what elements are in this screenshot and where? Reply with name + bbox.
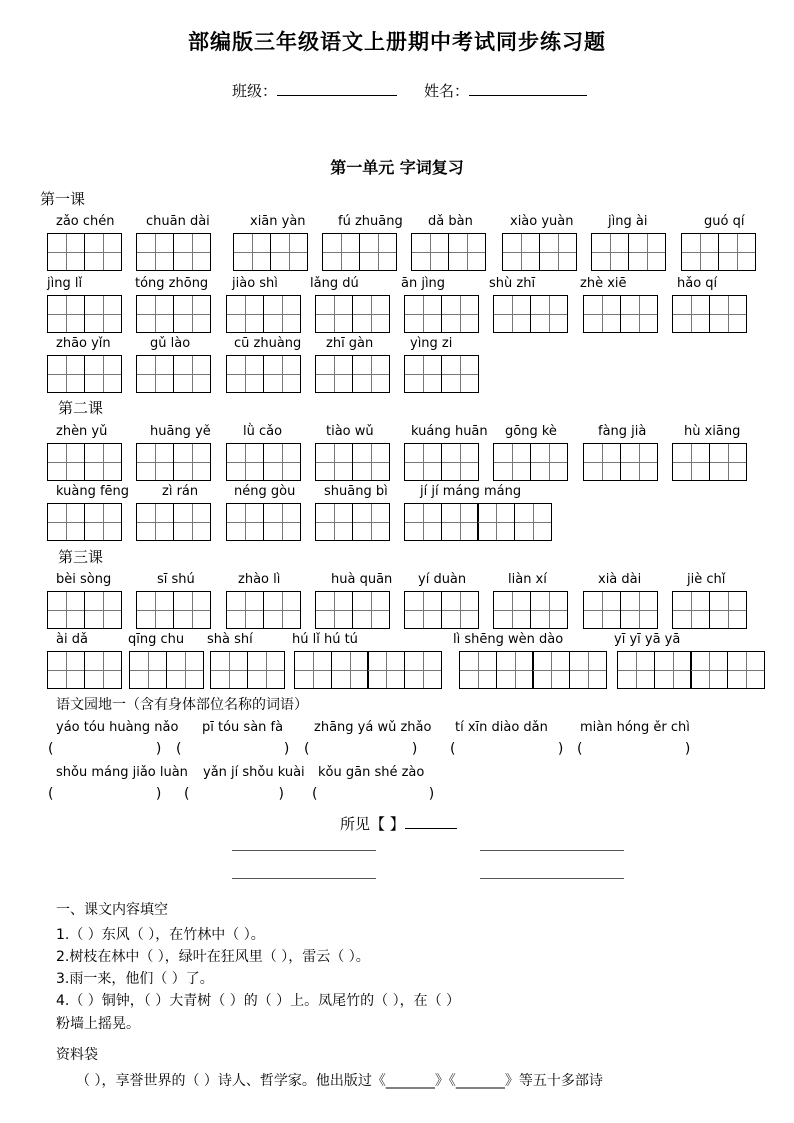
pinyin: lǜ cǎo (243, 424, 283, 439)
char-grid[interactable] (136, 355, 209, 393)
pinyin: yǎn jí shǒu kuài (203, 765, 305, 780)
pinyin: bèi sòng (56, 572, 112, 587)
char-grid[interactable] (47, 443, 120, 481)
unit-title: 第一单元 字词复习 (330, 158, 464, 177)
char-grid[interactable] (233, 233, 306, 271)
pinyin: fú zhuāng (338, 214, 403, 229)
question-2[interactable]: 2.树枝在林中（ ），绿叶在狂风里（ ），雷云（ ）。 (56, 949, 370, 965)
garden-heading: 语文园地一（含有身体部位名称的词语） (56, 697, 308, 713)
char-grid[interactable] (404, 503, 550, 541)
answer-paren[interactable]: ( ) (312, 786, 435, 802)
answer-paren[interactable]: ( ) (450, 741, 564, 757)
pinyin: zhī gàn (326, 336, 374, 351)
poem-line[interactable] (480, 878, 624, 879)
char-grid[interactable] (493, 295, 566, 333)
char-grid[interactable] (210, 651, 283, 689)
name-field[interactable] (424, 80, 587, 101)
material-text[interactable]: （ ），享誉世界的（ ）诗人、哲学家。他出版过《_______》《_______》等五十多部诗 (76, 1073, 603, 1089)
char-grid[interactable] (502, 233, 575, 271)
pinyin: shuāng bì (324, 484, 388, 499)
pinyin: jìng lǐ (47, 276, 83, 291)
material-heading: 资料袋 (56, 1047, 98, 1063)
answer-paren[interactable]: ( ) (48, 741, 162, 757)
char-grid[interactable] (47, 355, 120, 393)
pinyin: zhāng yá wǔ zhǎo (314, 720, 432, 735)
section-heading: 一、课文内容填空 (56, 902, 168, 918)
char-grid[interactable] (672, 443, 745, 481)
pinyin: yī yī yā yā (614, 632, 681, 647)
poem-label: 所见【 】 (340, 815, 405, 833)
char-grid[interactable] (411, 233, 484, 271)
pinyin: qīng chu (128, 632, 185, 647)
pinyin: jiè chǐ (687, 572, 726, 587)
pinyin: liàn xí (508, 572, 547, 587)
poem-line[interactable] (232, 850, 376, 851)
pinyin: zì rán (162, 484, 199, 499)
char-grid[interactable] (294, 651, 440, 689)
pinyin: tóng zhōng (135, 276, 209, 291)
pinyin: xiào yuàn (510, 214, 574, 229)
pinyin: jiào shì (232, 276, 278, 291)
pinyin: hù xiāng (684, 424, 741, 439)
lesson-1-label: 第一课 (40, 190, 86, 208)
char-grid[interactable] (583, 295, 656, 333)
pinyin: sī shú (157, 572, 195, 587)
char-grid[interactable] (136, 443, 209, 481)
char-grid[interactable] (583, 443, 656, 481)
lesson-2-label: 第二课 (58, 399, 104, 417)
pinyin: ài dǎ (56, 632, 88, 647)
char-grid[interactable] (226, 591, 299, 629)
pinyin: zhāo yǐn (56, 336, 111, 351)
char-grid[interactable] (493, 443, 566, 481)
answer-paren[interactable]: ( ) (184, 786, 284, 802)
pinyin: néng gòu (234, 484, 296, 499)
char-grid[interactable] (672, 591, 745, 629)
char-grid[interactable] (672, 295, 745, 333)
pinyin: hú lǐ hú tú (292, 632, 358, 647)
poem-line[interactable] (480, 850, 624, 851)
page-title: 部编版三年级语文上册期中考试同步练习题 (188, 30, 606, 54)
pinyin: xiān yàn (250, 214, 306, 229)
pinyin: pī tóu sàn fà (202, 720, 284, 735)
pinyin: jìng ài (608, 214, 648, 229)
char-grid[interactable] (404, 443, 477, 481)
char-grid[interactable] (226, 295, 299, 333)
class-blank[interactable] (277, 82, 397, 96)
pinyin: guó qí (704, 214, 745, 229)
char-grid[interactable] (583, 591, 656, 629)
char-grid[interactable] (136, 295, 209, 333)
question-4-continued: 粉墙上摇晃。 (56, 1016, 140, 1032)
pinyin: yáo tóu huàng nǎo (56, 720, 179, 735)
char-grid[interactable] (459, 651, 605, 689)
pinyin: zhào lì (238, 572, 281, 587)
char-grid[interactable] (47, 591, 120, 629)
pinyin: jí jí máng máng (420, 484, 522, 499)
char-grid[interactable] (47, 295, 120, 333)
answer-paren[interactable]: ( ) (176, 741, 290, 757)
pinyin: fàng jià (598, 424, 647, 439)
pinyin: zhè xiē (580, 276, 627, 291)
char-grid[interactable] (404, 355, 477, 393)
pinyin: xià dài (598, 572, 642, 587)
pinyin: chuān dài (146, 214, 210, 229)
char-grid[interactable] (47, 503, 120, 541)
poem-line[interactable] (232, 878, 376, 879)
pinyin: lǎng dú (310, 276, 359, 291)
char-grid[interactable] (226, 503, 299, 541)
char-grid[interactable] (129, 651, 202, 689)
pinyin: yìng zi (410, 336, 453, 351)
char-grid[interactable] (136, 233, 209, 271)
pinyin: shà shí (207, 632, 253, 647)
answer-paren[interactable]: ( ) (48, 786, 162, 802)
pinyin: miàn hóng ěr chì (580, 720, 690, 735)
pinyin: hǎo qí (677, 276, 718, 291)
class-field[interactable] (232, 80, 397, 101)
char-grid[interactable] (322, 233, 395, 271)
question-3[interactable]: 3.雨一来，他们（ ）了。 (56, 971, 214, 987)
char-grid[interactable] (315, 591, 388, 629)
char-grid[interactable] (315, 295, 388, 333)
pinyin: kuàng fēng (56, 484, 130, 499)
pinyin: zǎo chén (56, 214, 115, 229)
char-grid[interactable] (617, 651, 763, 689)
pinyin: shǒu máng jiǎo luàn (56, 765, 188, 780)
char-grid[interactable] (136, 503, 209, 541)
char-grid[interactable] (47, 233, 120, 271)
pinyin: huāng yě (150, 424, 211, 439)
pinyin: tiào wǔ (326, 424, 374, 439)
char-grid[interactable] (591, 233, 664, 271)
pinyin: tí xīn diào dǎn (455, 720, 548, 735)
char-grid[interactable] (404, 591, 477, 629)
char-grid[interactable] (681, 233, 754, 271)
answer-paren[interactable]: ( ) (577, 741, 691, 757)
lesson-3-label: 第三课 (58, 548, 104, 566)
char-grid[interactable] (315, 503, 388, 541)
char-grid[interactable] (136, 591, 209, 629)
question-4[interactable]: 4.（ ）铜钟，（ ）大青树（ ）的（ ）上。凤尾竹的（ ），在（ ） (56, 993, 461, 1009)
poet-blank[interactable] (405, 817, 457, 829)
pinyin: lì shēng wèn dào (453, 632, 564, 647)
pinyin: zhèn yǔ (56, 424, 108, 439)
name-blank[interactable] (469, 82, 587, 96)
pinyin: kǒu gān shé zào (318, 765, 425, 780)
char-grid[interactable] (47, 651, 120, 689)
pinyin: gōng kè (505, 424, 557, 439)
pinyin: yí duàn (418, 572, 467, 587)
char-grid[interactable] (315, 443, 388, 481)
char-grid[interactable] (226, 355, 299, 393)
answer-paren[interactable]: ( ) (304, 741, 418, 757)
char-grid[interactable] (315, 355, 388, 393)
poem-title (340, 813, 457, 834)
pinyin: ān jìng (401, 276, 446, 291)
pinyin: huà quān (331, 572, 393, 587)
pinyin: cū zhuàng (234, 336, 302, 351)
name-label: 姓名： (424, 82, 470, 100)
char-grid[interactable] (404, 295, 477, 333)
question-1[interactable]: 1.（ ）东风（ ），在竹林中（ ）。 (56, 927, 265, 943)
char-grid[interactable] (493, 591, 566, 629)
pinyin: gǔ lào (150, 336, 191, 351)
pinyin: dǎ bàn (428, 214, 473, 229)
class-label: 班级： (232, 82, 278, 100)
char-grid[interactable] (226, 443, 299, 481)
pinyin: shù zhī (489, 276, 536, 291)
pinyin: kuáng huān (411, 424, 488, 439)
